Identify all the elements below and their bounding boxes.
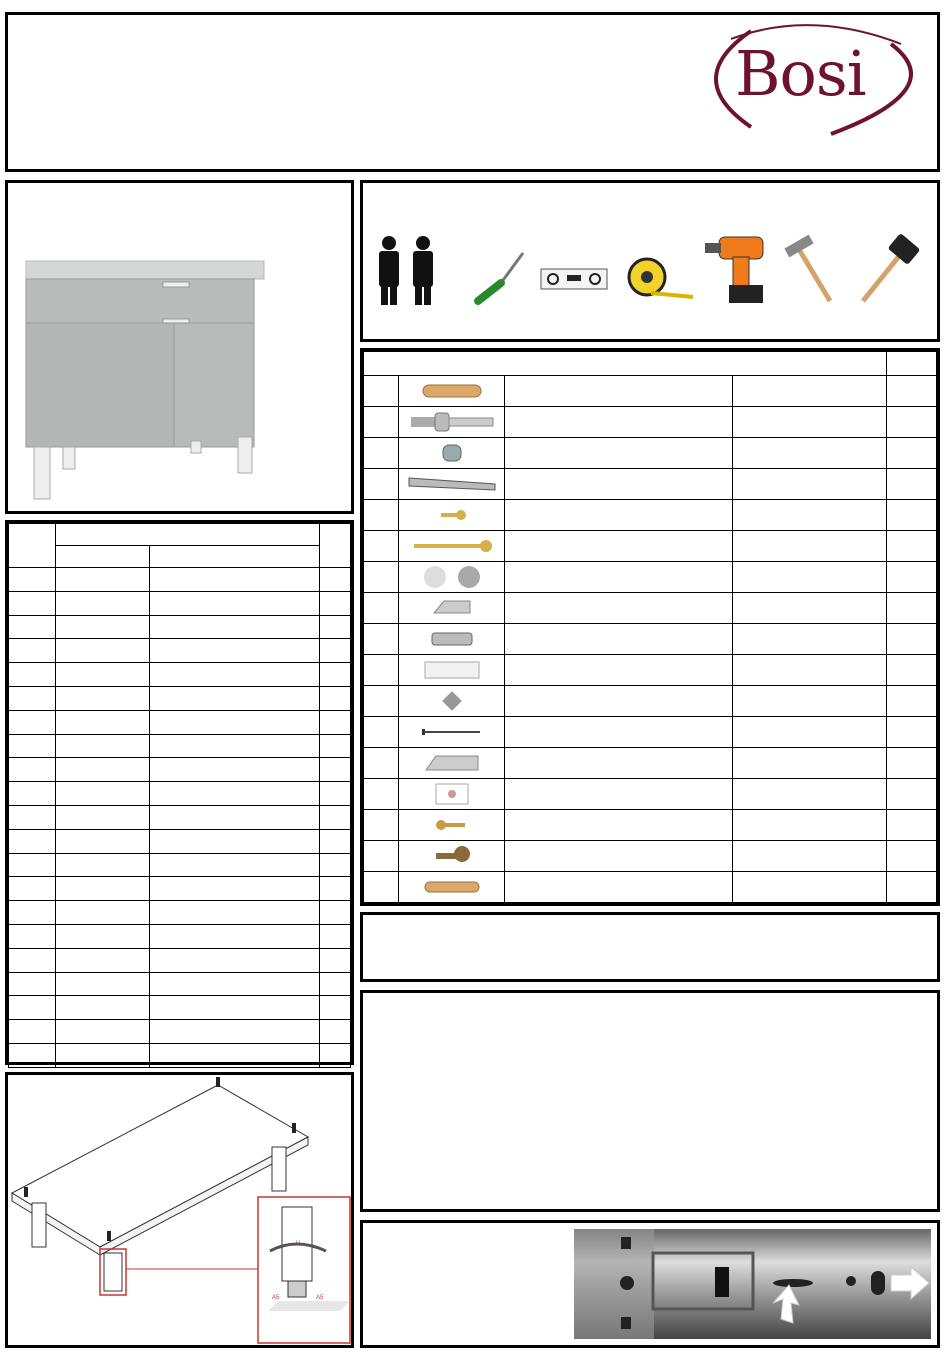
hardware-table: [363, 351, 937, 903]
parts-description-cell: [150, 758, 320, 782]
long-screw-icon: [399, 539, 504, 553]
parts-ref-cell: [9, 948, 56, 972]
hardware-ref-cell: [364, 748, 399, 779]
hardware-row: [364, 624, 937, 655]
parts-code-cell: [56, 758, 150, 782]
hardware-description-cell: [505, 748, 733, 779]
hardware-qty-cell: [887, 407, 937, 438]
hardware-row: [364, 438, 937, 469]
parts-qty-cell: [320, 639, 351, 663]
hardware-description-cell: [505, 407, 733, 438]
parts-row: [9, 591, 351, 615]
hardware-qty-cell: [887, 779, 937, 810]
hardware-ref-cell: [364, 500, 399, 531]
handle-icon: [399, 599, 504, 617]
parts-description-cell: [150, 972, 320, 996]
parts-code-cell: [56, 710, 150, 734]
hardware-row: [364, 810, 937, 841]
cabinet-illustration: [8, 183, 351, 511]
parts-row: [9, 901, 351, 925]
tools-illustrations: [363, 183, 937, 339]
hardware-code-cell: [733, 624, 887, 655]
hardware-description-cell: [505, 872, 733, 903]
parts-ref-cell: [9, 972, 56, 996]
parts-code-cell: [56, 663, 150, 687]
hardware-image-cell: [399, 810, 505, 841]
parts-qty-cell: [320, 758, 351, 782]
drawer-slide-icon: [399, 474, 504, 494]
header-panel: [5, 12, 940, 172]
parts-row: [9, 996, 351, 1020]
hardware-ref-cell: [364, 407, 399, 438]
hardware-row: [364, 469, 937, 500]
hardware-description-cell: [505, 531, 733, 562]
cam-lock-nut-icon: [399, 442, 504, 464]
hardware-image-cell: [399, 500, 505, 531]
hardware-ref-cell: [364, 593, 399, 624]
parts-code-cell: [56, 568, 150, 592]
hardware-ref-cell: [364, 624, 399, 655]
parts-description-cell: [150, 805, 320, 829]
hardware-code-cell: [733, 717, 887, 748]
parts-ref-cell: [9, 591, 56, 615]
parts-row: [9, 1020, 351, 1044]
hardware-row: [364, 717, 937, 748]
wood-screw-icon: [399, 819, 504, 831]
hardware-qty-cell: [887, 810, 937, 841]
hardware-description-cell: [505, 376, 733, 407]
hardware-image-cell: [399, 748, 505, 779]
parts-code-cell: [56, 853, 150, 877]
parts-subheader-cell: [56, 546, 150, 568]
cam-bolt-icon: [399, 411, 504, 433]
leg-icon: [399, 658, 504, 682]
hardware-description-cell: [505, 500, 733, 531]
hardware-code-cell: [733, 779, 887, 810]
parts-ref-cell: [9, 805, 56, 829]
parts-qty-cell: [320, 853, 351, 877]
parts-row: [9, 782, 351, 806]
brand-logo: [691, 19, 931, 139]
hardware-qty-cell: [887, 376, 937, 407]
hardware-image-cell: [399, 376, 505, 407]
parts-ref-cell: [9, 829, 56, 853]
hardware-code-cell: [733, 841, 887, 872]
hardware-qty-cell: [887, 593, 937, 624]
parts-code-cell: [56, 829, 150, 853]
hardware-code-cell: [733, 872, 887, 903]
hardware-ref-cell: [364, 376, 399, 407]
hardware-qty-cell: [887, 655, 937, 686]
shelf-support-plate-icon: [399, 689, 504, 713]
hardware-header-cell: [887, 352, 937, 376]
two-people-icon: [379, 236, 433, 305]
hardware-row: [364, 376, 937, 407]
parts-ref-cell: [9, 639, 56, 663]
hardware-ref-cell: [364, 872, 399, 903]
parts-ref-cell: [9, 996, 56, 1020]
hardware-description-cell: [505, 810, 733, 841]
parts-code-cell: [56, 615, 150, 639]
pan-head-screw-icon: [399, 845, 504, 867]
parts-row: [9, 948, 351, 972]
parts-code-cell: [56, 1043, 150, 1067]
hardware-list-panel: [360, 348, 940, 906]
hardware-header-cell: [364, 352, 887, 376]
cover-caps-icon: [399, 564, 504, 590]
long-handle-icon: [399, 752, 504, 774]
parts-qty-cell: [320, 710, 351, 734]
hardware-ref-cell: [364, 531, 399, 562]
parts-row: [9, 853, 351, 877]
parts-ref-cell: [9, 615, 56, 639]
parts-subheader-cell: [150, 546, 320, 568]
parts-qty-cell: [320, 615, 351, 639]
parts-ref-cell: [9, 758, 56, 782]
hardware-code-cell: [733, 469, 887, 500]
parts-row: [9, 568, 351, 592]
hardware-qty-cell: [887, 438, 937, 469]
hardware-image-cell: [399, 779, 505, 810]
parts-description-cell: [150, 829, 320, 853]
hardware-ref-cell: [364, 655, 399, 686]
hardware-row: [364, 872, 937, 903]
hardware-image-cell: [399, 531, 505, 562]
drawer-slide-photo: [363, 1223, 937, 1345]
parts-qty-cell: [320, 686, 351, 710]
hardware-image-cell: [399, 624, 505, 655]
hardware-qty-cell: [887, 717, 937, 748]
parts-ref-cell: [9, 901, 56, 925]
parts-description-cell: [150, 1020, 320, 1044]
hardware-qty-cell: [887, 562, 937, 593]
parts-code-cell: [56, 805, 150, 829]
parts-row: [9, 710, 351, 734]
hardware-code-cell: [733, 500, 887, 531]
logo-text: Bosi: [735, 37, 866, 110]
hardware-code-cell: [733, 531, 887, 562]
parts-description-cell: [150, 853, 320, 877]
hardware-image-cell: [399, 407, 505, 438]
assembly-diagram: [8, 1075, 351, 1345]
nail-icon: [399, 727, 504, 737]
hardware-description-cell: [505, 717, 733, 748]
hardware-code-cell: [733, 686, 887, 717]
parts-row: [9, 686, 351, 710]
power-drill-icon: [705, 237, 763, 303]
parts-code-cell: [56, 639, 150, 663]
parts-description-cell: [150, 639, 320, 663]
short-screw-icon: [399, 509, 504, 521]
parts-description-cell: [150, 782, 320, 806]
parts-ref-cell: [9, 568, 56, 592]
parts-row: [9, 829, 351, 853]
hardware-description-cell: [505, 469, 733, 500]
parts-list-panel: [5, 520, 354, 1065]
hardware-ref-cell: [364, 562, 399, 593]
parts-table: [8, 523, 351, 1068]
parts-row: [9, 734, 351, 758]
parts-row: [9, 805, 351, 829]
parts-code-cell: [56, 1020, 150, 1044]
instructions-panel: [360, 990, 940, 1212]
hardware-description-cell: [505, 841, 733, 872]
parts-row: [9, 877, 351, 901]
hardware-qty-cell: [887, 686, 937, 717]
hardware-ref-cell: [364, 841, 399, 872]
parts-description-cell: [150, 686, 320, 710]
parts-ref-cell: [9, 663, 56, 687]
parts-code-cell: [56, 877, 150, 901]
hardware-description-cell: [505, 624, 733, 655]
hardware-row: [364, 531, 937, 562]
hardware-row: [364, 841, 937, 872]
parts-qty-cell: [320, 924, 351, 948]
parts-code-cell: [56, 591, 150, 615]
parts-code-cell: [56, 996, 150, 1020]
hardware-image-cell: [399, 841, 505, 872]
parts-qty-cell: [320, 948, 351, 972]
note-panel: [360, 912, 940, 982]
hardware-row: [364, 779, 937, 810]
hardware-row: [364, 655, 937, 686]
hardware-code-cell: [733, 376, 887, 407]
hardware-code-cell: [733, 655, 887, 686]
hardware-description-cell: [505, 593, 733, 624]
parts-code-cell: [56, 948, 150, 972]
parts-header-cell: [56, 524, 320, 546]
parts-description-cell: [150, 734, 320, 758]
hardware-ref-cell: [364, 717, 399, 748]
parts-qty-cell: [320, 996, 351, 1020]
parts-ref-cell: [9, 710, 56, 734]
parts-description-cell: [150, 924, 320, 948]
parts-row: [9, 615, 351, 639]
parts-description-cell: [150, 1043, 320, 1067]
spirit-level-icon: [541, 269, 607, 289]
parts-row: [9, 758, 351, 782]
hardware-qty-cell: [887, 748, 937, 779]
parts-qty-cell: [320, 568, 351, 592]
parts-qty-cell: [320, 829, 351, 853]
hardware-qty-cell: [887, 624, 937, 655]
wooden-dowel-icon: [399, 383, 504, 399]
screwdriver-icon: [478, 253, 523, 301]
assembly-label-a5-right: A5: [316, 1295, 324, 1301]
parts-ref-cell: [9, 686, 56, 710]
hardware-row: [364, 748, 937, 779]
hardware-description-cell: [505, 779, 733, 810]
parts-description-cell: [150, 877, 320, 901]
hardware-qty-cell: [887, 500, 937, 531]
hardware-code-cell: [733, 593, 887, 624]
hardware-image-cell: [399, 438, 505, 469]
hardware-row: [364, 686, 937, 717]
parts-ref-cell: [9, 1043, 56, 1067]
hardware-qty-cell: [887, 872, 937, 903]
parts-description-cell: [150, 591, 320, 615]
drawer-slide-panel: [360, 1220, 940, 1348]
hardware-row: [364, 407, 937, 438]
parts-description-cell: [150, 663, 320, 687]
parts-description-cell: [150, 710, 320, 734]
parts-qty-cell: [320, 782, 351, 806]
parts-qty-cell: [320, 1020, 351, 1044]
hardware-row: [364, 593, 937, 624]
parts-row: [9, 663, 351, 687]
product-image-panel: [5, 180, 354, 514]
hardware-code-cell: [733, 748, 887, 779]
parts-header-cell: [320, 524, 351, 568]
assembly-diagram-panel: [5, 1072, 354, 1348]
parts-qty-cell: [320, 972, 351, 996]
hardware-image-cell: [399, 593, 505, 624]
parts-qty-cell: [320, 1043, 351, 1067]
hardware-ref-cell: [364, 469, 399, 500]
parts-qty-cell: [320, 877, 351, 901]
parts-code-cell: [56, 782, 150, 806]
parts-ref-cell: [9, 924, 56, 948]
hardware-row: [364, 500, 937, 531]
parts-row: [9, 639, 351, 663]
hardware-description-cell: [505, 686, 733, 717]
parts-row: [9, 1043, 351, 1067]
parts-header-cell: [9, 524, 56, 568]
parts-description-cell: [150, 948, 320, 972]
tape-measure-icon: [629, 259, 693, 297]
parts-code-cell: [56, 924, 150, 948]
hardware-code-cell: [733, 438, 887, 469]
parts-description-cell: [150, 996, 320, 1020]
hardware-code-cell: [733, 810, 887, 841]
parts-ref-cell: [9, 877, 56, 901]
hammer-icon: [784, 235, 830, 301]
parts-qty-cell: [320, 591, 351, 615]
hardware-image-cell: [399, 717, 505, 748]
hardware-image-cell: [399, 872, 505, 903]
hardware-ref-cell: [364, 779, 399, 810]
parts-code-cell: [56, 686, 150, 710]
hardware-row: [364, 562, 937, 593]
parts-code-cell: [56, 734, 150, 758]
hardware-ref-cell: [364, 686, 399, 717]
assembly-label-v: V: [296, 1241, 301, 1247]
hardware-qty-cell: [887, 531, 937, 562]
hardware-ref-cell: [364, 438, 399, 469]
hardware-description-cell: [505, 438, 733, 469]
parts-description-cell: [150, 615, 320, 639]
parts-qty-cell: [320, 734, 351, 758]
hardware-image-cell: [399, 655, 505, 686]
hardware-code-cell: [733, 407, 887, 438]
hardware-image-cell: [399, 686, 505, 717]
tools-panel: [360, 180, 940, 342]
hardware-description-cell: [505, 562, 733, 593]
parts-row: [9, 972, 351, 996]
parts-ref-cell: [9, 734, 56, 758]
parts-code-cell: [56, 972, 150, 996]
hardware-image-cell: [399, 469, 505, 500]
hardware-qty-cell: [887, 841, 937, 872]
hinge-base-plate-icon: [399, 781, 504, 807]
rubber-mallet-icon: [863, 233, 920, 301]
parts-qty-cell: [320, 663, 351, 687]
parts-description-cell: [150, 568, 320, 592]
assembly-label-a5-left: A5: [272, 1295, 280, 1301]
hardware-description-cell: [505, 655, 733, 686]
parts-ref-cell: [9, 782, 56, 806]
hardware-ref-cell: [364, 810, 399, 841]
parts-description-cell: [150, 901, 320, 925]
hardware-qty-cell: [887, 469, 937, 500]
parts-ref-cell: [9, 1020, 56, 1044]
hardware-code-cell: [733, 562, 887, 593]
parts-qty-cell: [320, 805, 351, 829]
parts-qty-cell: [320, 901, 351, 925]
hardware-image-cell: [399, 562, 505, 593]
small-dowel-icon: [399, 880, 504, 894]
parts-code-cell: [56, 901, 150, 925]
parts-row: [9, 924, 351, 948]
parts-ref-cell: [9, 853, 56, 877]
hinge-icon: [399, 627, 504, 651]
